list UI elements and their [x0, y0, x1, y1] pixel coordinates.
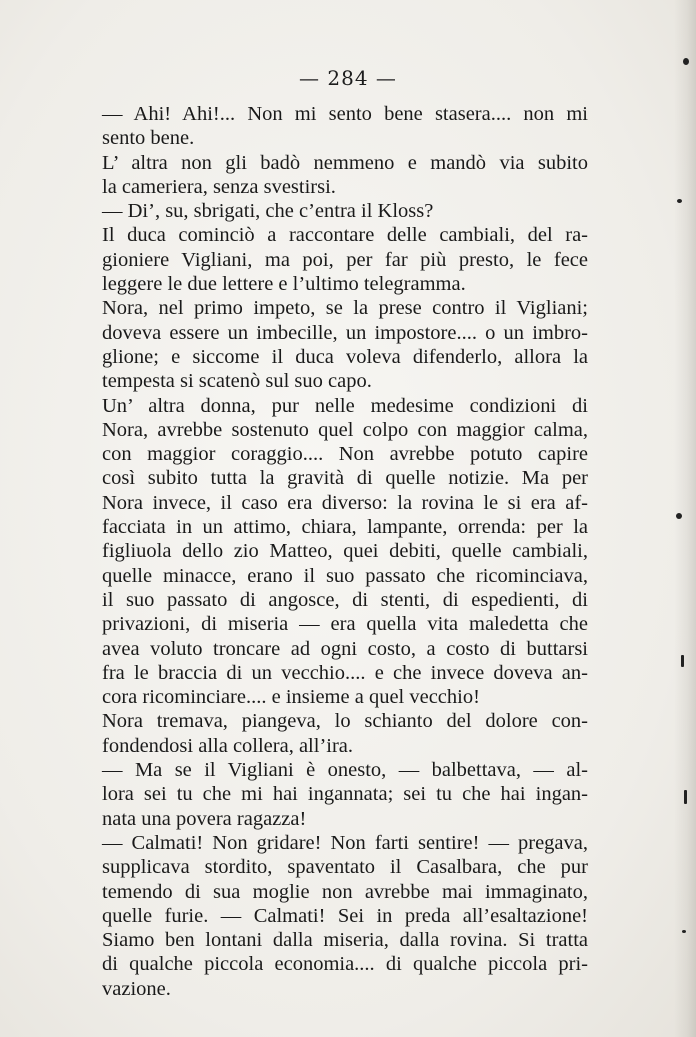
text-line: la cameriera, senza svestirsi.	[102, 175, 336, 198]
text-line: vazione.	[102, 977, 171, 1000]
text-line: glione; e siccome il duca voleva difenderlo, allora la	[102, 345, 588, 368]
text-line: Siamo ben lontani dalla miseria, dalla rovina. Si tratta	[102, 929, 588, 952]
text-line: privazioni, di miseria — era quella vita maledetta che	[102, 613, 588, 636]
text-line: facciata in un attimo, chiara, lampante, orrenda: per la	[102, 516, 588, 539]
text-line: temendo di sua moglie non avrebbe mai immaginato,	[102, 880, 588, 903]
text-line: figliuola dello zio Matteo, quei debiti, quelle cambiali,	[102, 540, 588, 563]
ink-speck	[683, 58, 689, 65]
text-line: fondendosi alla collera, all’ira.	[102, 734, 354, 757]
text-line: Nora, nel primo impeto, se la prese contro il Vigliani;	[102, 297, 588, 320]
text-line: doveva essere un imbecille, un impostore.... o un imbro-	[102, 321, 588, 344]
text-line: avea voluto troncare ad ogni costo, a costo di buttarsi	[102, 637, 588, 660]
ink-speck	[682, 930, 686, 933]
text-line: Nora, avrebbe sostenuto quel colpo con maggior calma,	[102, 418, 588, 441]
text-line: nata una povera ragazza!	[102, 807, 307, 830]
text-line: il suo passato di angosce, di stenti, di espedienti, di	[102, 588, 588, 611]
text-line: Il duca cominciò a raccontare delle cambiali, del ra-	[102, 224, 588, 247]
ink-speck	[684, 790, 687, 804]
text-line: quelle furie. — Calmati! Sei in preda all’esaltazione!	[102, 904, 588, 927]
text-line: così subito tutta la gravità di quelle notizie. Ma per	[102, 467, 588, 490]
text-line: Nora invece, il caso era diverso: la rovina le si era af-	[102, 491, 588, 514]
body-text	[102, 102, 588, 1001]
text-line: Nora tremava, piangeva, lo schianto del dolore con-	[102, 710, 588, 733]
text-line: — Di’, su, sbrigati, che c’entra il Kloss?	[102, 200, 434, 223]
page-number: — 284 —	[299, 66, 397, 90]
text-line: sento bene.	[102, 127, 195, 150]
text-line: Un’ altra donna, pur nelle medesime condizioni di	[102, 394, 588, 417]
text-line: — Calmati! Non gridare! Non farti sentire! — pregava,	[102, 831, 588, 854]
ink-speck	[681, 655, 684, 667]
ink-speck	[677, 199, 682, 203]
text-line: di qualche piccola economia.... di qualche piccola pri-	[102, 953, 588, 976]
text-line: tempesta si scatenò sul suo capo.	[102, 370, 372, 393]
text-line: L’ altra non gli badò nemmeno e mandò via subito	[102, 151, 588, 174]
text-line: lora sei tu che mi hai ingannata; sei tu che hai ingan-	[102, 783, 588, 806]
text-line: con maggior coraggio.... Non avrebbe potuto capire	[102, 443, 588, 466]
text-line: gioniere Vigliani, ma poi, per far più presto, le fece	[102, 248, 588, 271]
text-line: fra le braccia di un vecchio.... e che invece doveva an-	[102, 661, 588, 684]
ink-speck	[676, 513, 682, 519]
text-line: — Ahi! Ahi!... Non mi sento bene stasera.... non mi	[102, 103, 588, 125]
text-line: — Ma se il Vigliani è onesto, — balbettava, — al-	[102, 759, 588, 782]
text-line: cora ricominciare.... e insieme a quel vecchio!	[102, 686, 480, 709]
text-line: supplicava stordito, spaventato il Casalbara, che pur	[102, 856, 588, 879]
text-line: leggere le due lettere e l’ultimo telegramma.	[102, 273, 466, 296]
text-line: quelle minacce, erano il suo passato che ricominciava,	[102, 564, 588, 587]
